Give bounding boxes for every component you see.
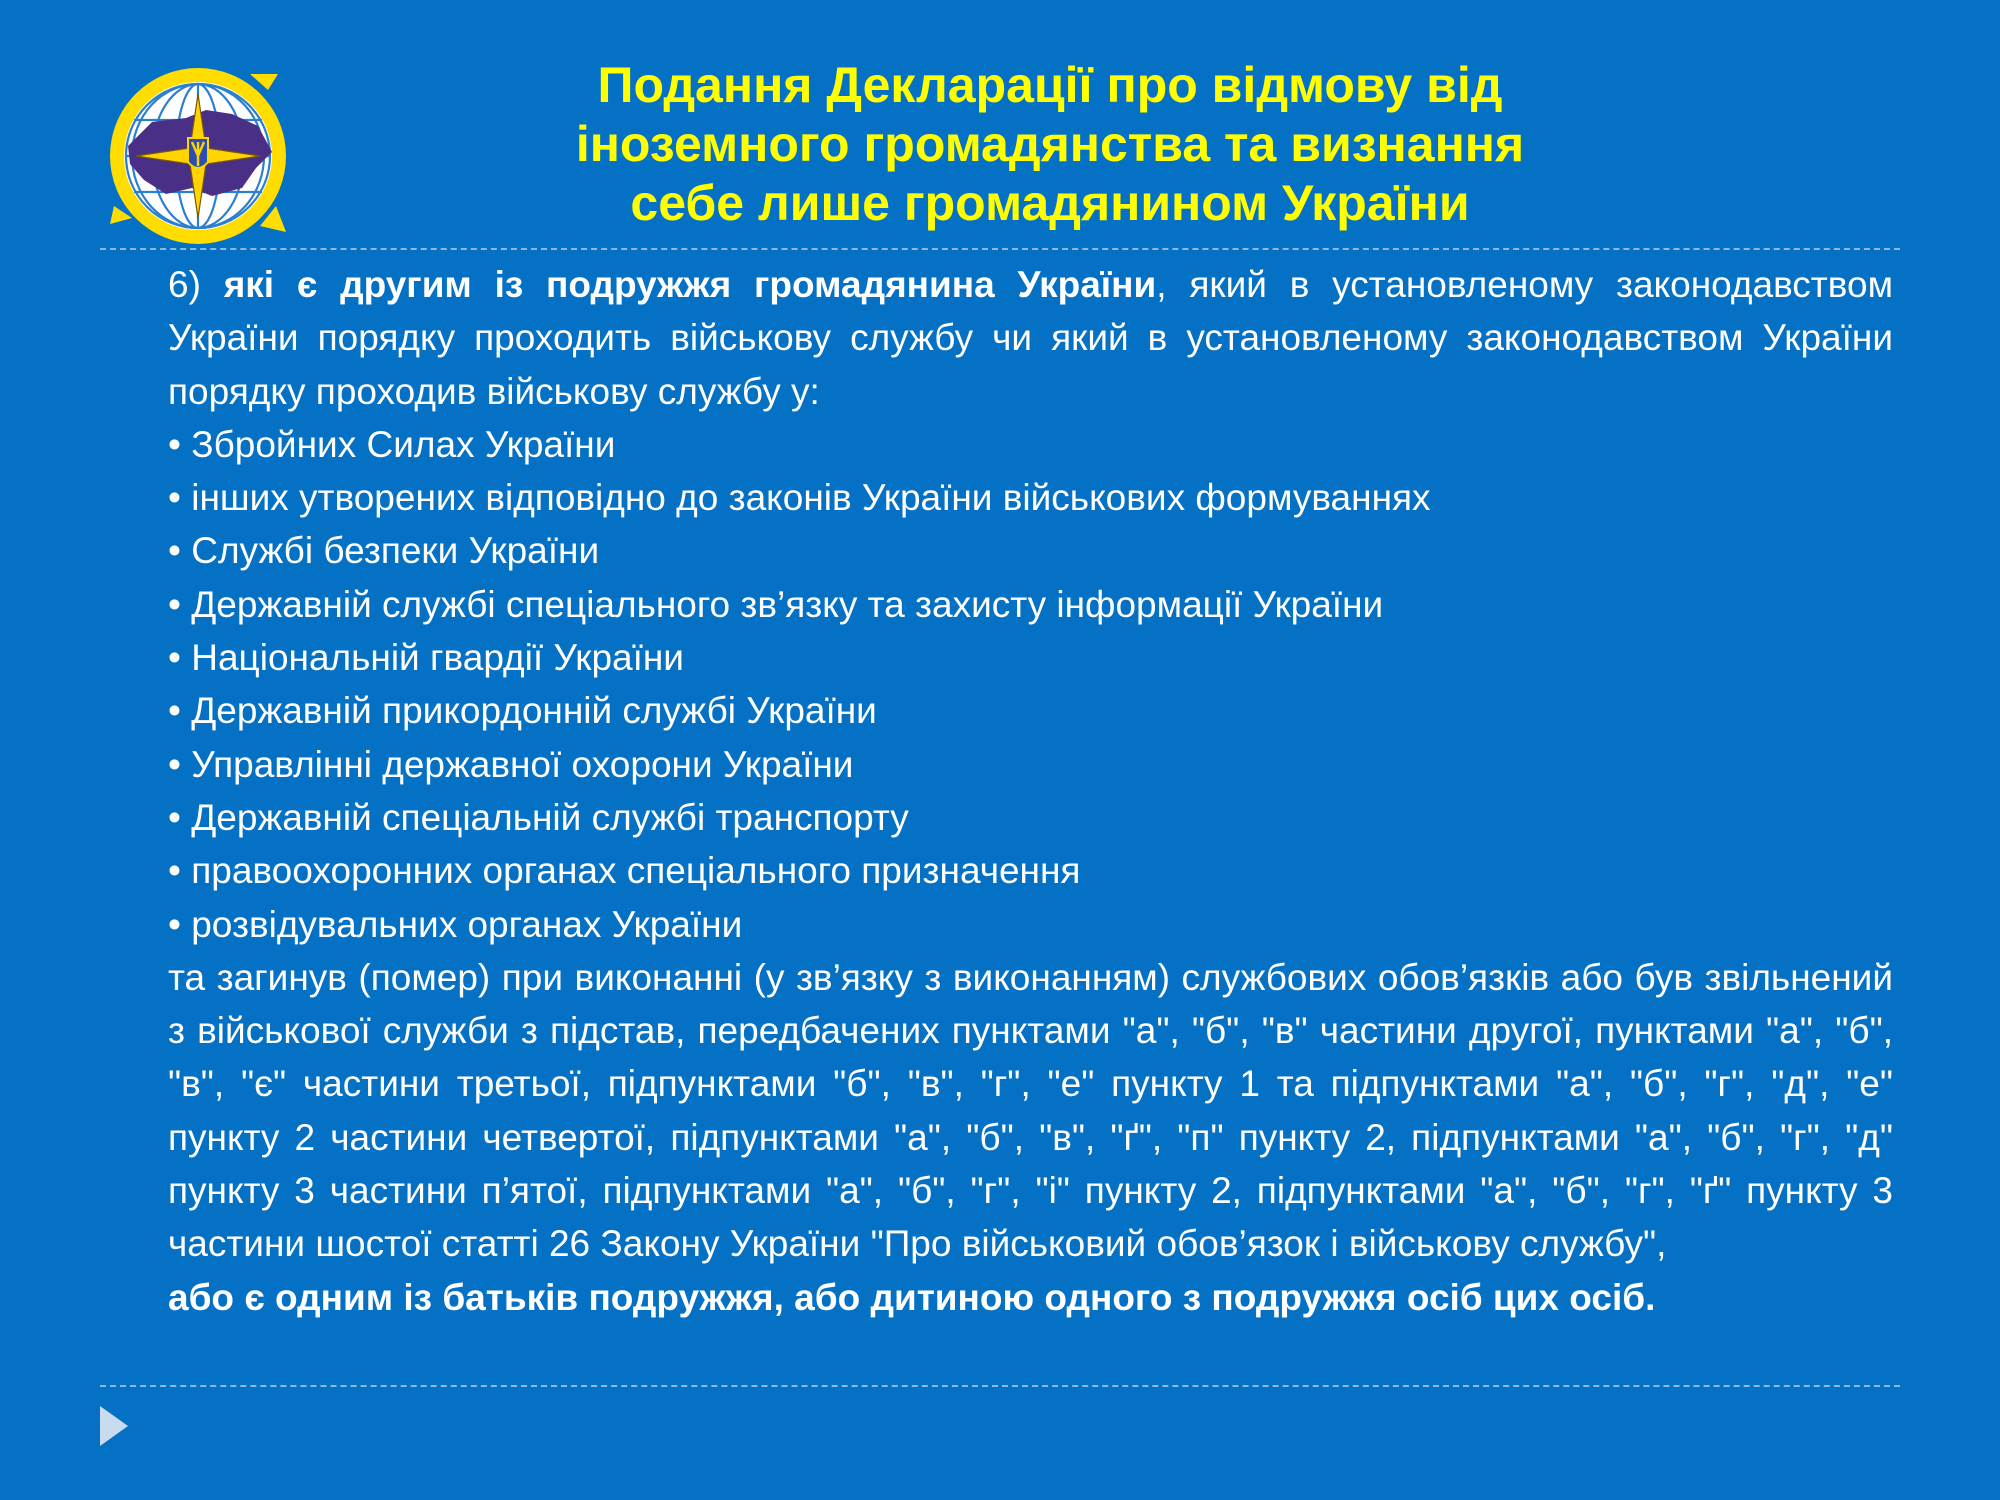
- closing-paragraph: [168, 1271, 1893, 1324]
- body-paragraph: та загинув (помер) при виконанні (у зв’язку з виконанням) службових обов’язків або був звільнений з військової служби з підстав, передбачених пунктами "а", "б", "в" частини другої, пунктами "а", "б", "в", "є" частини третьої, підпунктами "б", "в", "г", "е" пункту 1 та підпунктами "а", "б", "г", "д", "е" пункту 2 частини четвертої, підпунктами "а", "б", "в", "ґ", "п" пункту 2, підпунктами "а", "б", "г", "д" пункту 3 частини п’ятої, підпунктами "а", "б", "г", "і" пункту 2, підпунктами "а", "б", "г", "ґ" пункту 3 частини шостої статті 26 Закону України "Про військовий обов’язок і військову службу",: [168, 956, 1893, 1265]
- next-slide-arrow-icon[interactable]: [98, 1404, 130, 1448]
- bullet-item: • Управлінні державної охорони України: [168, 743, 854, 785]
- bullet-item: • правоохоронних органах спеціального призначення: [168, 850, 1081, 892]
- bullet-item: • розвідувальних органах України: [168, 903, 743, 945]
- slide-title: [430, 56, 1670, 233]
- bottom-divider: [100, 1385, 1900, 1387]
- slide-body: [168, 258, 1893, 1324]
- bullet-list: [168, 418, 1893, 951]
- closing-bold-text: або є одним із батьків подружжя, або дитиною одного з подружжя осіб цих осіб.: [168, 1276, 1656, 1318]
- intro-paragraph: [168, 258, 1893, 418]
- intro-prefix: 6): [168, 264, 224, 305]
- bullet-item: • Державній прикордонній службі України: [168, 690, 877, 732]
- top-divider: [100, 248, 1900, 250]
- bullet-item: • Національній гвардії України: [168, 637, 684, 679]
- bullet-item: • Службі безпеки України: [168, 530, 600, 572]
- bullet-item: • Державній службі спеціального зв’язку та захисту інформації України: [168, 583, 1384, 625]
- migration-service-emblem-icon: [100, 56, 300, 256]
- bullet-item: • Державній спеціальній службі транспорту: [168, 796, 909, 838]
- intro-bold-text: які є другим із подружжя громадянина України: [223, 264, 1157, 305]
- bullet-item: • інших утворених відповідно до законів України військових формуваннях: [168, 477, 1431, 519]
- title-line-1: Подання Декларації про відмову від: [597, 57, 1503, 113]
- title-line-2: іноземного громадянства та визнання: [575, 116, 1525, 172]
- bullet-item: • Збройних Силах України: [168, 423, 616, 465]
- intro-rest-text: , який в установленому законодавством України порядку проходить військову службу чи який в установленому законодавством України порядку проходив військову службу у:: [168, 264, 1894, 412]
- title-line-3: себе лише громадянином України: [630, 175, 1470, 231]
